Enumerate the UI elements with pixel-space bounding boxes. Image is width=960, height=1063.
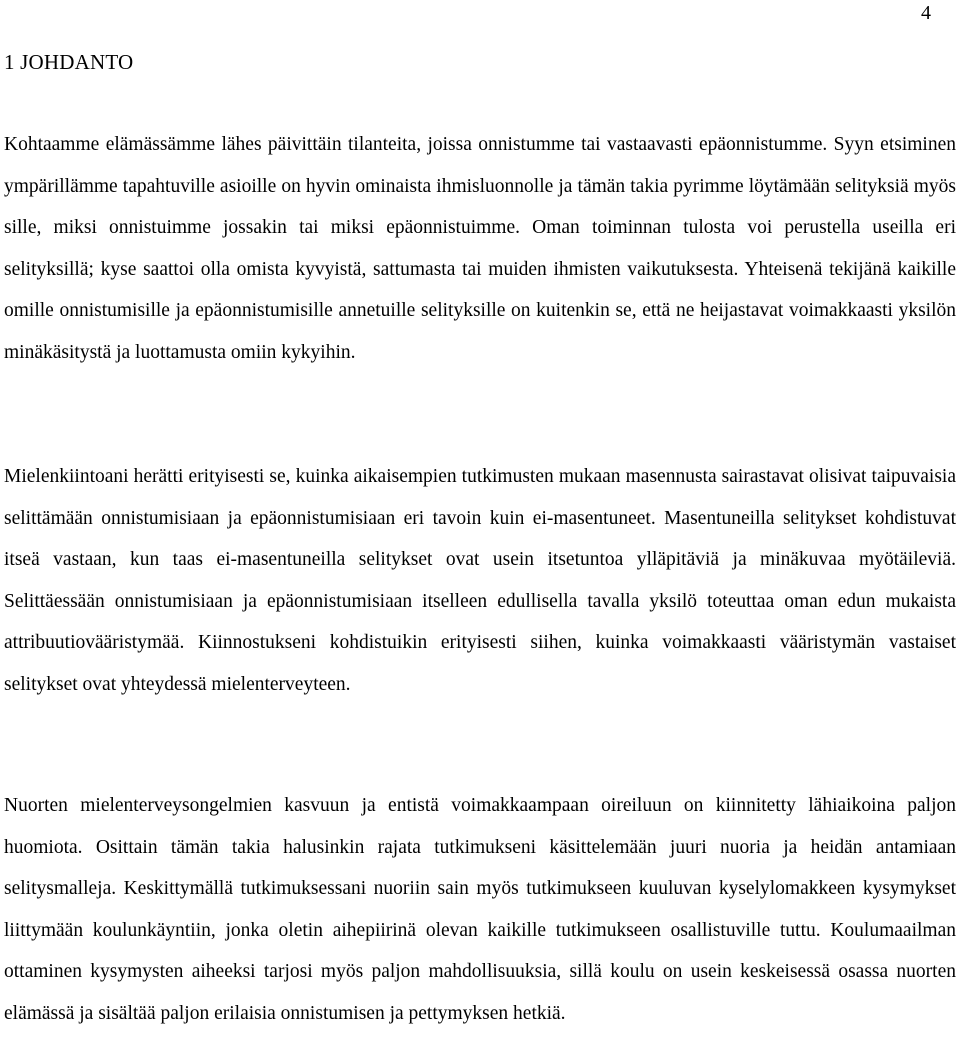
body-paragraph-2: Mielenkiintoani herätti erityisesti se, kuinka aikaisempien tutkimusten mukaan masennusta sairastavat olisivat taipuvaisia selittämään onnistumisiaan ja epäonnistumisiaan eri tavoin kuin ei-masentuneet. Masentuneilla selitykset kohdistuvat itseä vastaan, kun taas ei-masentuneilla selitykset ovat usein itsetuntoa ylläpitäviä ja minäkuvaa myötäileviä. Selittäessään onnistumisiaan ja epäonnistumisiaan itselleen edullisella tavalla yksilö toteuttaa oman edun mukaista attribuutiovääristymää. Kiinnostukseni kohdistuikin erityisesti siihen, kuinka voimakkaasti vääristymän vastaiset selitykset ovat yhteydessä mielenterveyteen. [4,466,956,695]
page-number: 4 [921,2,931,24]
body-paragraph-3: Nuorten mielenterveysongelmien kasvuun ja entistä voimakkaampaan oireiluun on kiinnitetty lähiaikoina paljon huomiota. Osittain tämän takia halusinkin rajata tutkimukseni käsittelemään juuri nuoria ja heidän antamiaan selitysmalleja. Keskittymällä tutkimuksessani nuoriin sain myös tutkimukseen kuuluvan kyselylomakkeen kysymykset liittymään koulunkäyntiin, jonka oletin aihepiirinä olevan kaikille tutkimukseen osallistuville tuttu. Koulumaailman ottaminen kysymysten aiheeksi tarjosi myös paljon mahdollisuuksia, sillä koulu on usein keskeisessä osassa nuorten elämässä ja sisältää paljon erilaisia onnistumisen ja pettymyksen hetkiä. [4,795,956,1024]
chapter-title: 1 JOHDANTO [4,50,134,74]
body-paragraph-1: Kohtaamme elämässämme lähes päivittäin tilanteita, joissa onnistumme tai vastaavasti epäonnistumme. Syyn etsiminen ympärillämme tapahtuville asioille on hyvin ominaista ihmisluonnolle ja tämän takia pyrimme löytämään selityksiä myös sille, miksi onnistuimme jossakin tai miksi epäonnistuimme. Oman toiminnan tulosta voi perustella useilla eri selityksillä; kyse saattoi olla omista kyvyistä, sattumasta tai muiden ihmisten vaikutuksesta. Yhteisenä tekijänä kaikille omille onnistumisille ja epäonnistumisille annetuille selityksille on kuitenkin se, että ne heijastavat voimakkaasti yksilön minäkäsitystä ja luottamusta omiin kykyihin. [4,134,956,363]
